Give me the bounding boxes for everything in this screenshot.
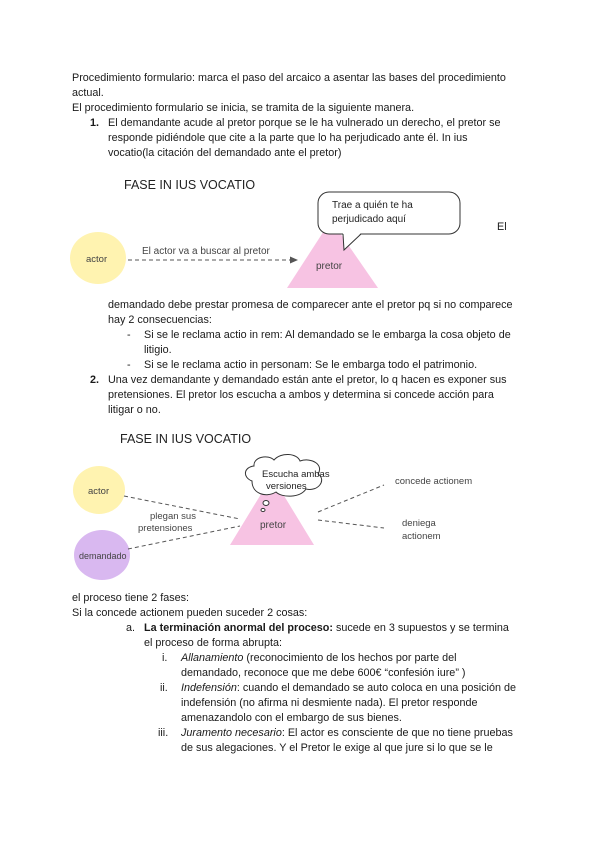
paragraph-line: pretensiones. El pretor los escucha a ambos y determina si concede acción para bbox=[108, 389, 494, 401]
paragraph-line: La terminación anormal del proceso: sucede en 3 supuestos y se termina bbox=[144, 622, 509, 634]
diagram-in-ius-vocatio-2 bbox=[0, 425, 600, 585]
bubble-text: Trae a quién te ha bbox=[332, 200, 413, 211]
paragraph-line: vocatio(la citación del demandado ante el pretor) bbox=[108, 147, 342, 159]
bullet-text: litigio. bbox=[144, 344, 172, 356]
list-letter: a. bbox=[126, 622, 136, 634]
paragraph-line: Juramento necesario: El actor es consciente de que no tiene pruebas bbox=[181, 727, 513, 739]
intro-line: actual. bbox=[72, 87, 104, 99]
pretor-label: pretor bbox=[316, 261, 343, 272]
diagram-title: FASE IN IUS VOCATIO bbox=[124, 178, 256, 192]
plead-label: pretensiones bbox=[138, 523, 193, 534]
pretor-label: pretor bbox=[260, 520, 287, 531]
bullet-text: Si se le reclama actio in personam: Se le embarga todo el patrimonio. bbox=[144, 359, 478, 371]
paragraph-line: demandado debe prestar promesa de comparecer ante el pretor pq si no comparece bbox=[108, 299, 513, 311]
roman-marker: ii. bbox=[160, 682, 168, 694]
bullet-marker: - bbox=[127, 329, 131, 341]
term: Juramento necesario bbox=[181, 727, 282, 739]
cloud-text: versiones bbox=[266, 481, 307, 492]
actor-label: actor bbox=[88, 486, 110, 497]
paragraph-line: Una vez demandante y demandado están ante el pretor, lo q hacen es exponer sus bbox=[108, 374, 507, 386]
paragraph-line: de sus alegaciones. Y el Pretor le exige al que jure si lo que se le bbox=[181, 742, 493, 754]
arrow-head bbox=[290, 257, 298, 264]
deniega-label: actionem bbox=[402, 531, 441, 542]
term: Allanamiento bbox=[181, 652, 244, 664]
intro-line: Procedimiento formulario: marca el paso del arcaico a asentar las bases del procedimiento bbox=[72, 72, 506, 84]
term: Indefensión bbox=[181, 682, 237, 694]
concede-label: concede actionem bbox=[395, 476, 473, 487]
deniega-label: deniega bbox=[402, 518, 436, 529]
diagram-title: FASE IN IUS VOCATIO bbox=[120, 432, 252, 446]
demandado-label: demandado bbox=[79, 551, 127, 561]
roman-marker: i. bbox=[162, 652, 168, 664]
actor-label: actor bbox=[86, 254, 108, 265]
paragraph-line: el proceso tiene 2 fases: bbox=[72, 592, 190, 604]
diagram-in-ius-vocatio-1 bbox=[0, 170, 600, 295]
speech-bubble bbox=[318, 192, 460, 234]
paragraph-line: Indefensión: cuando el demandado se auto coloca en una posición de bbox=[181, 682, 516, 694]
cloud-text: Escucha ambas bbox=[262, 469, 330, 480]
paragraph-line: indefensión (no afirma ni desmiente nada). El pretor responde bbox=[181, 697, 478, 709]
paragraph-line: litigar o no. bbox=[108, 404, 161, 416]
dashed-line bbox=[318, 520, 384, 528]
paragraph-line: Allanamiento (reconocimiento de los hechos por parte del bbox=[181, 652, 457, 664]
paragraph-line: amenazandolo con el embargo de sus bienes. bbox=[181, 712, 402, 724]
paragraph-line: hay 2 consecuencias: bbox=[108, 314, 212, 326]
paragraph-line: el proceso de forma abrupta: bbox=[144, 637, 283, 649]
bubble-text: perjudicado aquí bbox=[332, 214, 406, 225]
bold-heading: La terminación anormal del proceso: bbox=[144, 622, 333, 634]
paragraph-line: El demandante acude al pretor porque se le ha vulnerado un derecho, el pretor se bbox=[108, 117, 501, 129]
roman-marker: iii. bbox=[158, 727, 169, 739]
speech-bubble-tail bbox=[343, 233, 361, 250]
paragraph-line: Si la concede actionem pueden suceder 2 cosas: bbox=[72, 607, 308, 619]
list-number: 2. bbox=[90, 374, 100, 386]
paragraph-line: responde pidiéndole que cite a la parte que lo ha perjudicado ante él. In ius bbox=[108, 132, 468, 144]
dashed-line bbox=[318, 485, 384, 512]
paragraph-line: demandado, reconoce que me debe 600€ “confesión iure” ) bbox=[181, 667, 466, 679]
bullet-marker: - bbox=[127, 359, 131, 371]
bullet-text: Si se le reclama actio in rem: Al demandado se le embarga la cosa objeto de bbox=[144, 329, 511, 341]
arrow-label: El actor va a buscar al pretor bbox=[142, 246, 270, 257]
trailing-word: El bbox=[497, 221, 507, 233]
list-number: 1. bbox=[90, 117, 100, 129]
intro-line: El procedimiento formulario se inicia, se tramita de la siguiente manera. bbox=[72, 102, 415, 114]
plead-label: plegan sus bbox=[150, 511, 196, 522]
